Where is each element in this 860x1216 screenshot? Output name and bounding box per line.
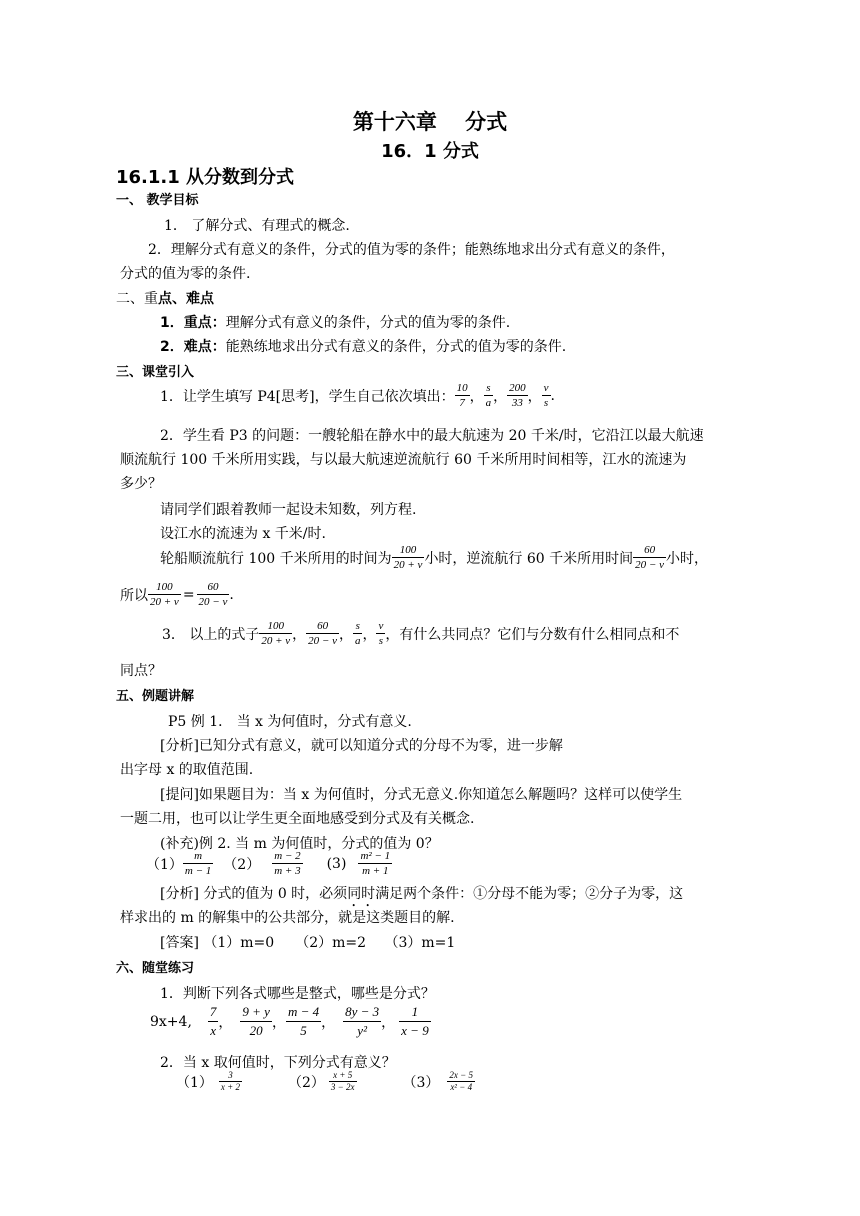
example-1: P5 例 1． 当 x 为何值时，分式有意义. <box>168 714 412 730</box>
fraction: $\frac{60}{20 - v}$ <box>198 581 228 608</box>
intro-7-line2: 同点？ <box>120 663 162 679</box>
heading-intro: 三、课堂引入 <box>116 365 195 380</box>
fraction: $\frac{1}{x - 9}$ <box>401 1004 429 1038</box>
fraction: $\frac{3}{x + 2}$ <box>220 1070 240 1092</box>
subsection-title: 16.1.1 从分数到分式 <box>116 167 295 188</box>
practice-2: 2．当 x 取何值时，下列分式有意义？ <box>160 1055 396 1071</box>
fraction: $\frac{v}{s}$ <box>378 620 384 647</box>
goal-2-line1: 2．理解分式有意义的条件，分式的值为零的条件；能熟练地求出分式有意义的条件， <box>148 242 675 258</box>
section-title: 16．1 分式 <box>381 141 479 162</box>
practice-1: 1．判断下列各式哪些是整式，哪些是分式？ <box>160 986 435 1002</box>
example-1-analysis-cont: 出字母 x 的取值范围. <box>120 762 254 778</box>
fraction: $\frac{s}{a}$ <box>485 382 492 409</box>
fraction: $\frac{8y - 3}{\text{y²}}$ <box>345 1004 380 1038</box>
fraction: $\frac{\text{m² − 1}}{m + 1}$ <box>360 850 391 877</box>
intro-6: 所以 $\frac{100}{20 + v}$ = $\frac{60}{20 - v}$ . <box>120 581 234 608</box>
difficult-point: 2．难点：能熟练地求出分式有意义的条件，分式的值为零的条件. <box>160 339 567 355</box>
fraction: $\frac{x + 5}{3 - 2x}$ <box>330 1070 355 1092</box>
intro-5: 轮船顺流航行 100 千米所用的时间为 $\frac{100}{20 + v}$ 小时，逆流航行 60 千米所用时间 $\frac{60}{20 - v}$ 小时， <box>160 544 708 571</box>
goal-2-line2: 分式的值为零的条件. <box>120 266 251 282</box>
fraction: $\frac{v}{s}$ <box>543 382 549 409</box>
fraction: $\frac{m}{m - 1}$ <box>184 850 212 877</box>
fraction: $\frac{100}{20 + v}$ <box>393 544 423 571</box>
intro-7: 3． 以上的式子 $\frac{100}{20 + v}$ ， $\frac{60}{20 - v}$ ， $\frac{s}{a}$ ， $\frac{v}{s}$ ，有什么共同点？它们与分数有什么相同点和不 <box>162 620 680 647</box>
example-1-question: [提问]如果题目为：当 x 为何值时，分式无意义.你知道怎么解题吗？这样可以使学生 <box>160 787 683 803</box>
fraction: $\frac{9 + y}{20}$ <box>242 1004 270 1038</box>
intro-2-line2: 顺流航行 100 千米所用实践，与以最大航速逆流航行 60 千米所用时间相等，江水的流速为 <box>120 452 687 468</box>
heading-key-points: 二、重点、难点 <box>116 291 214 307</box>
fraction: $\frac{60}{20 - v}$ <box>308 620 337 647</box>
heading-teaching-goals: 一、 教学目标 <box>116 193 199 208</box>
intro-1: 1．让学生填写 P4[思考]，学生自己依次填出： $\frac{10}{7}$ ， $\frac{s}{a}$ ， $\frac{200}{33}$ ， $\frac{v}{s}$ . <box>160 382 555 409</box>
fraction: $\frac{100}{20 + v}$ <box>261 620 291 647</box>
example-2: (补充)例 2. 当 m 为何值时，分式的值为 0？ <box>160 836 439 852</box>
intro-4: 设江水的流速为 x 千米/时. <box>160 526 326 542</box>
fraction: $\frac{10}{7}$ <box>456 382 468 409</box>
practice-2-items: （1） $\frac{3}{x + 2}$ （2） $\frac{x + 5}{3 - 2x}$ （3） $\frac{2x - 5}{\text{x² − 4}}$ <box>176 1070 473 1092</box>
example-2-analysis-cont: 样求出的 m 的解集中的公共部分，就是这类题目的解. <box>120 910 455 926</box>
fraction: $\frac{200}{33}$ <box>509 382 526 409</box>
intro-3: 请同学们跟着教师一起设未知数，列方程. <box>160 502 417 518</box>
fraction: $\frac{100}{20 + v}$ <box>150 581 179 608</box>
goal-1: 1． 了解分式、有理式的概念. <box>164 218 350 234</box>
heading-examples: 五、例题讲解 <box>116 689 195 704</box>
chapter-title: 第十六章 分式 <box>352 110 508 134</box>
example-1-question-cont: 一题二用，也可以让学生更全面地感受到分式及有关概念. <box>120 811 475 827</box>
fraction: $\frac{m - 4}{5}$ <box>287 1004 320 1038</box>
key-point: 1．重点：理解分式有意义的条件，分式的值为零的条件. <box>160 315 511 331</box>
example-2-answer: [答案] （1）m=0 （2）m=2 （3）m=1 <box>160 935 456 951</box>
fraction: $\frac{s}{a}$ <box>354 620 361 647</box>
fraction: $\frac{2x - 5}{\text{x² − 4}}$ <box>449 1070 473 1092</box>
intro-2-line1: 2．学生看 P3 的问题：一艘轮船在静水中的最大航速为 20 千米/时，它沿江以最大航速 <box>160 428 704 444</box>
example-2-items: （1） $\frac{m}{m - 1}$ （2） $\frac{m - 2}{m + 3}$ (3) $\frac{\text{m² − 1}}{m + 1}$ <box>146 850 391 877</box>
example-2-analysis: [分析] 分式的值为 0 时，必须同时满足两个条件：①分母不能为零；②分子为零，这 <box>160 886 684 902</box>
practice-1-items: 9x+4, $\frac{7}{x}$ ， $\frac{9 + y}{20}$ ， $\frac{m - 4}{5}$ ， $\frac{8y - 3}{\text{y²}}$ ， $\frac{1}{x - 9}$ <box>150 1004 429 1038</box>
heading-practice: 六、随堂练习 <box>116 961 195 976</box>
example-1-analysis: [分析]已知分式有意义，就可以知道分式的分母不为零，进一步解 <box>160 738 563 754</box>
fraction: $\frac{m - 2}{m + 3}$ <box>274 850 301 877</box>
fraction: $\frac{60}{20 - v}$ <box>635 544 664 571</box>
intro-2-line3: 多少？ <box>120 476 162 492</box>
fraction: $\frac{7}{x}$ <box>209 1004 217 1038</box>
